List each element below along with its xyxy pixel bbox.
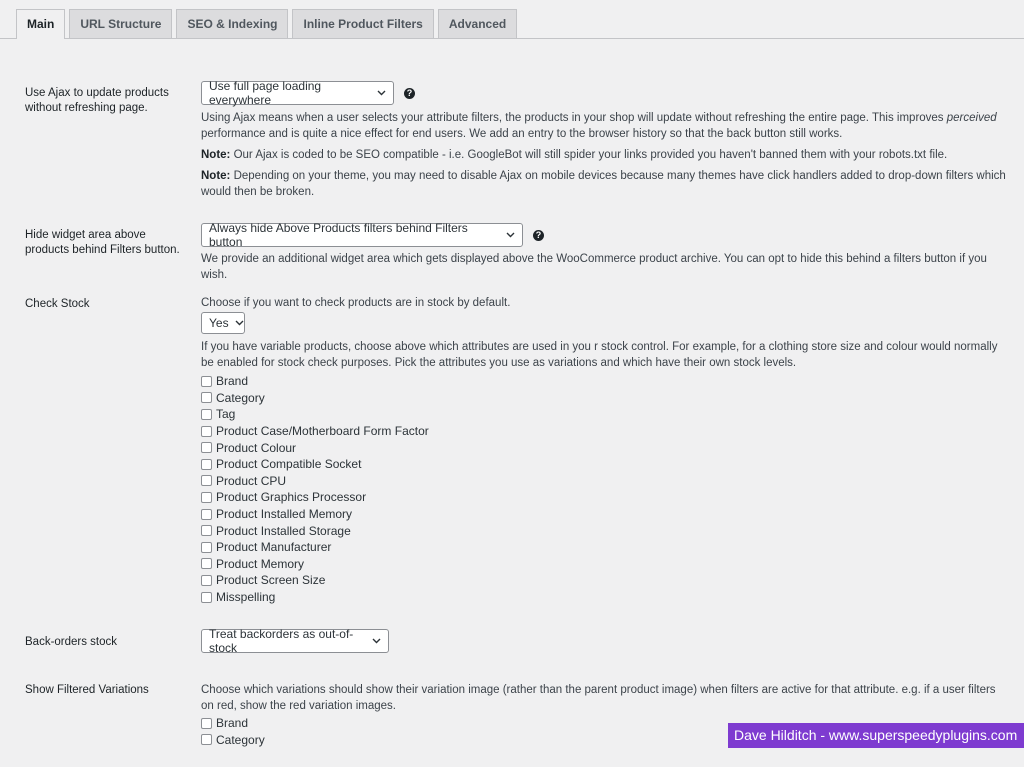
ajax-note-mobile: Note: Depending on your theme, you may need to disable Ajax on mobile devices because many themes have click handlers added to drop-down filters which would then be broken. — [201, 170, 1006, 198]
settings-tabs — [16, 9, 517, 39]
list-item[interactable] — [201, 522, 1006, 539]
checkbox-icon[interactable] — [201, 492, 212, 503]
variations-label: Show Filtered Variations — [25, 684, 149, 696]
checkbox-label: Category — [216, 390, 265, 405]
checkbox-icon[interactable] — [201, 575, 212, 586]
active-tab-gap — [17, 38, 60, 39]
checkbox-icon[interactable] — [201, 734, 212, 745]
checkbox-label: Brand — [216, 374, 249, 389]
chevron-down-icon — [366, 638, 381, 644]
checkbox-icon[interactable] — [201, 426, 212, 437]
checkbox-label: Product Compatible Socket — [216, 457, 362, 472]
list-item[interactable] — [201, 473, 1006, 490]
chevron-down-icon — [229, 320, 244, 326]
variations-description: Choose which variations should show their variation image (rather than the parent product image) when filters are active for that attribute. e.g. if a user filters on red, show the red variation images. — [201, 684, 996, 712]
backorders-label: Back-orders stock — [25, 636, 118, 648]
stock-select-value: Yes — [209, 316, 229, 330]
list-item[interactable] — [201, 423, 1006, 440]
list-item[interactable] — [201, 406, 1006, 423]
checkbox-icon[interactable] — [201, 459, 212, 470]
checkbox-icon[interactable] — [201, 442, 212, 453]
ajax-description: Using Ajax means when a user selects your attribute filters, the products in your shop will update without refreshing the entire page. This improves perceived performance and is quite a nice effect for end users. We add an entry to the browser history so that the back button still works. — [201, 112, 997, 140]
checkbox-icon[interactable] — [201, 475, 212, 486]
ajax-note-seo: Note: Our Ajax is coded to be SEO compatible - i.e. GoogleBot will still spider your links provided you haven't banned them with your robots.txt file. — [201, 149, 948, 161]
help-icon[interactable]: ? — [404, 88, 415, 99]
stock-attribute-list — [201, 373, 1006, 605]
widget-select[interactable] — [201, 223, 523, 247]
stock-label: Check Stock — [25, 298, 90, 310]
checkbox-label: Product Manufacturer — [216, 540, 332, 555]
checkbox-label: Product Colour — [216, 440, 297, 455]
checkbox-icon[interactable] — [201, 509, 212, 520]
emphasis-perceived: perceived — [946, 112, 997, 124]
author-watermark: Dave Hilditch - www.superspeedyplugins.com — [728, 723, 1024, 748]
list-item[interactable] — [201, 489, 1006, 506]
stock-setting — [201, 295, 1006, 605]
checkbox-label: Tag — [216, 407, 236, 422]
list-item[interactable] — [201, 506, 1006, 523]
checkbox-icon[interactable] — [201, 409, 212, 420]
chevron-down-icon — [371, 90, 386, 96]
tab-inline-product-filters[interactable]: Inline Product Filters — [292, 9, 433, 38]
widget-setting — [201, 223, 1006, 283]
tab-url-structure[interactable]: URL Structure — [69, 9, 172, 38]
backorders-setting — [201, 629, 1006, 653]
backorders-select[interactable] — [201, 629, 389, 653]
checkbox-label: Product Installed Storage — [216, 523, 351, 538]
checkbox-icon[interactable] — [201, 376, 212, 387]
ajax-label: Use Ajax to update products without refreshing page. — [25, 87, 169, 114]
checkbox-icon[interactable] — [201, 718, 212, 729]
list-item[interactable] — [201, 439, 1006, 456]
list-item[interactable] — [201, 539, 1006, 556]
checkbox-label: Product Graphics Processor — [216, 490, 367, 505]
backorders-select-value: Treat backorders as out-of-stock — [209, 627, 354, 655]
list-item[interactable] — [201, 556, 1006, 573]
stock-description: If you have variable products, choose above which attributes are used in you r stock control. For example, for a clothing store size and colour would normally be enabled for stock check purposes. Pick the attributes you use as variations and which have their own stock levels. — [201, 341, 998, 369]
checkbox-label: Product Installed Memory — [216, 507, 353, 522]
help-icon[interactable]: ? — [533, 230, 544, 241]
checkbox-label: Product Screen Size — [216, 573, 326, 588]
tab-main[interactable]: Main — [16, 9, 65, 39]
widget-select-value: Always hide Above Products filters behind Filters button — [209, 221, 468, 249]
checkbox-icon[interactable] — [201, 542, 212, 553]
checkbox-label: Misspelling — [216, 590, 276, 605]
list-item[interactable] — [201, 456, 1006, 473]
checkbox-label: Brand — [216, 716, 249, 731]
widget-description: We provide an additional widget area which gets displayed above the WooCommerce product archive. You can opt to hide this behind a filters button if you wish. — [201, 253, 987, 281]
checkbox-label: Category — [216, 732, 265, 747]
stock-select[interactable] — [201, 312, 245, 334]
ajax-select-value: Use full page loading everywhere — [209, 79, 322, 107]
tab-seo-indexing[interactable]: SEO & Indexing — [176, 9, 288, 38]
checkbox-icon[interactable] — [201, 525, 212, 536]
checkbox-icon[interactable] — [201, 558, 212, 569]
widget-label: Hide widget area above products behind Filters button. — [25, 229, 180, 256]
checkbox-label: Product Memory — [216, 556, 305, 571]
ajax-setting — [201, 81, 1006, 200]
list-item[interactable] — [201, 373, 1006, 390]
chevron-down-icon — [500, 232, 515, 238]
checkbox-icon[interactable] — [201, 392, 212, 403]
checkbox-icon[interactable] — [201, 592, 212, 603]
tab-advanced[interactable]: Advanced — [438, 9, 517, 38]
checkbox-label: Product CPU — [216, 473, 287, 488]
list-item[interactable] — [201, 589, 1006, 606]
list-item[interactable] — [201, 572, 1006, 589]
list-item[interactable] — [201, 390, 1006, 407]
checkbox-label: Product Case/Motherboard Form Factor — [216, 424, 429, 439]
stock-intro: Choose if you want to check products are in stock by default. — [201, 297, 511, 309]
ajax-select[interactable] — [201, 81, 394, 105]
